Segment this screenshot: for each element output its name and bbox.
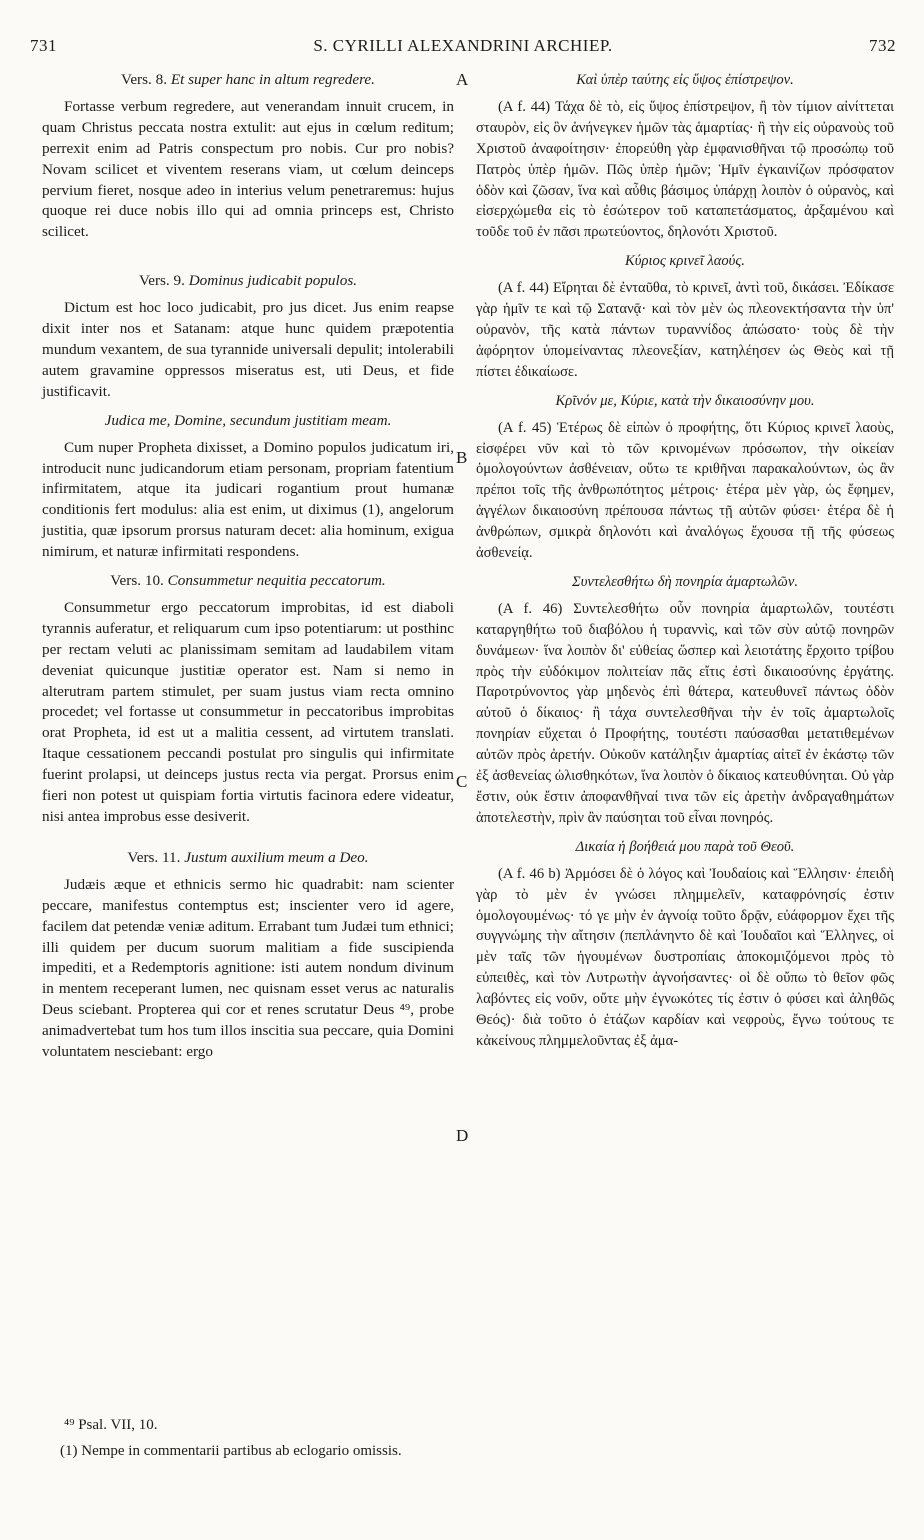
greek-paragraph-4: (A f. 46) Συντελεσθήτω οὖν πονηρία ἁμαρτωλῶν, τουτέστι καταργηθήτω τοῦ διαβόλου ἡ τυραννὶς, καὶ τῶν σὺν αὐτῷ πονηρῶν δυνάμεων· ἵνα λοιπὸν δι' εὐθείας ὥσπερ καὶ λειοτάτης ἔρχοιτο τρίβου πρὸς τὴν εὐδόκιμον πολιτείαν πᾶς εἴτις ἐστὶ δικαιοσύνης ἐργάτης. Παροτρύνοντος γὰρ μηδενὸς ἐπὶ θάτερα, κατευθυνεῖ πάντως ὁδὸν αὐτοῦ ὁ δίκαιος· ἢ τάχα συντελεσθῆναι τὴν ἐν τοῖς ἁμαρτωλοῖς πονηρίαν εὔχεται ὁ Προφήτης, τουτέστι παύσασθαι μετατιθεμένων αὐτῶν πρὸς ἀρετήν. Οὐκοῦν κατάληξιν ἁμαρτίας αἰτεῖ ἐν ἑκάστῳ τῶν ἐξ ἀσθενείας ὠλισθηκότων, ἵνα λοιπὸν ὁ δίκαιος κατευθύνηται. Οὐ γὰρ ἔστιν, οὐκ ἔστιν ἀποφανθῆναί τινα τῶν εἰς ἀρετὴν ἀνδραγαθημάτων ἀποτελεστὴν, πρὶν ἂν παύσηται τοῦ εἶναι πονηρός. — [476, 600, 894, 826]
latin-paragraph-4: Consummetur ergo peccatorum improbitas, id est diaboli tyrannis auferatur, et reliquarum cum ipso potentiarum: ut posthinc per rectam veluti ac planissimam semitam ad laudabilem vitam deveniat quicunque justitiæ operator est. Nam si nemo in alterutram partem stimulet, per suam justus viam recta omnino procedet; vel fortasse ut consummetur in peccatoribus improbitas orat Propheta, id est ut a malitia cessent, ad virtutem translati. Itaque cessationem peccandi postulat pro singulis qui infirmitate fuerint prolapsi, ut deinceps justus recta via pergat. Prorsus enim fieri non potest ut quispiam fortia virtutis facinora edere videatur, nisi antea improbus esse desiverit. — [42, 598, 454, 825]
verse-ref: Vers. 9. — [138, 272, 185, 290]
verse-title: Et super hanc in altum regredere. — [170, 71, 375, 88]
verse-ref: Vers. 11. — [127, 848, 181, 866]
greek-heading-1: Καὶ ὑπὲρ ταύτης εἰς ὕψος ἐπίστρεψον. — [576, 72, 794, 88]
verse-heading-8 — [42, 70, 454, 91]
margin-marker-d: D — [456, 1126, 469, 1145]
verse-title: Dominus judicabit populos. — [188, 272, 358, 290]
greek-paragraph-5: (A f. 46 b) Ἁρμόσει δὲ ὁ λόγος καὶ Ἰουδαίοις καὶ Ἕλλησιν· ἐπειδὴ γὰρ τὸ μὲν ἐν γνώσει πλημμελεῖν, καταφρόνησίς ἐστιν ὁμολογουμένως· τό γε μὴν ἐν ἀγνοίᾳ τοῦτο δρᾷν, εὐάφορμον ἔχει τῆς συγγνώμης τὴν αἴτησιν (πεπλάνηντο δὲ καὶ Ἰουδαῖοι καὶ Ἕλληνες, οἱ μὲν ταῖς τῶν ἡγουμένων δυστροπίαις ἀποκομιζόμενοι πρὸς τὸ εὐπειθὲς, καὶ τὸν Λυτρωτὴν ἀγνοήσαντες· οἱ δὲ οὔπω τὸ θεῖον φῶς λαβόντες εἰς νοῦν, οὔτε μὴν ἐγνωκότες τίς ἐστιν ὁ φύσει καὶ ἀληθῶς Θεός)· διὰ τοῦτο ὁ ἐτάζων καρδίαν καὶ νεφροὺς, ἔγνω τούτους τε κἀκείνους πλημμελοῦντας ἐξ ἀμα- — [476, 865, 894, 1049]
verse-title: Justum auxilium meum a Deo. — [184, 848, 369, 866]
page-number-right: 732 — [869, 36, 896, 55]
greek-paragraph-1: (A f. 44) Τάχα δὲ τὸ, εἰς ὕψος ἐπίστρεψον, ἢ τὸν τίμιον αἰνίττεται σταυρὸν, εἰς ὃν ἀνήνεγκεν ἡμῶν τὰς ἁμαρτίας· ἢ τὴν εἰς οὐρανοὺς τοῦ Χριστοῦ ἀναφοίτησιν· ἐπορεύθη γὰρ ἐμφανισθῆναι τῷ προσώπῳ τοῦ Πατρὸς ὑπὲρ ἡμῶν. Πῶς ὑπὲρ ἡμῶν; Ἡμῖν ἐγκαινίζων πρόσφατον ὁδὸν καὶ ζῶσαν, ἵνα καὶ αὖθις βάσιμος ὑπάρχῃ λοιπὸν ὁ οὐρανὸς, καὶ εἰσερχώμεθα εἰς τὸ ἐσώτερον τοῦ καταπετάσματος, ἀρξαμένου καὶ τοῦδε τοῦ ἐν πᾶσι πρωτεύοντος, δηλονότι Χριστοῦ. — [476, 98, 894, 241]
margin-marker-b: B — [456, 448, 468, 467]
latin-paragraph-2: Dictum est hoc loco judicabit, pro jus dicet. Jus enim reapse dixit inter nos et Satanam: atque hunc quidem præpotentia mundum vexantem, de sua tyrannide universali depulit; intolerabili autem gravamine oppressos miseratus est, uti Deus, et fide justificavit. — [42, 299, 454, 400]
page-number-left: 731 — [30, 36, 57, 55]
latin-paragraph-3: Cum nuper Propheta dixisset, a Domino populos judicatum iri, introducit nunc judicandorum etiam personam, propriam fatentium infirmitatem, atque ita judicari rogantium prout humanæ conditionis fert modulus: alia est enim, ut diximus (1), angelorum justitia, quæ ipsorum prorsus naturam decet: alia hominum, exigua nimirum, et naturæ infirmitati respondens. — [42, 438, 454, 561]
footnotes — [60, 1412, 864, 1464]
footnote-1: (1) Nempe in commentarii partibus ab eclogario omissis. — [60, 1443, 402, 1459]
verse-ref: Vers. 8. — [121, 71, 168, 88]
latin-paragraph-1: Fortasse verbum regredere, aut venerandam innuit crucem, in quam Christus peccata nostra extulit: aut ejus in cœlum reditum; perrexit enim ad Patris conspectum pro nobis. Cur pro nobis? Novam scilicet et viventem reserans viam, ut cœlum deinceps pervium fieret, nosque adeo in interius velum penetraremus: hujus quoque rei duce nobis illo qui ad omnia princeps est, Christo scilicet. — [42, 97, 454, 241]
page-header — [30, 36, 896, 62]
footnote-49: ⁴⁹ Psal. VII, 10. — [64, 1417, 158, 1433]
greek-heading-5: Δικαία ἡ βοήθειά μου παρὰ τοῦ Θεοῦ. — [575, 838, 795, 855]
margin-marker-a: A — [456, 70, 469, 89]
greek-column — [476, 70, 894, 1060]
greek-paragraph-3: (A f. 45) Ἑτέρως δὲ εἰπὼν ὁ προφήτης, ὅτι Κύριος κρινεῖ λαοὺς, εἰσφέρει νῦν καὶ τὸ τῶν κρινομένων πρόσωπον, τὴν οἰκείαν ὁμολογούντων ἀσθένειαν, οὕτω τε κριθῆναι παρακαλούντων, ὡς ἂν πρέποι τοῖς τῆς ἀνθρωπότητος μέτροις· ἑτέρα μὲν γὰρ, ὡς ἔφημεν, ἀγγέλων δικαιοσύνη πρέπουσα πάντως τῇ αὐτῶν φύσει· ἑτέρα δὲ ἡ ἀνθρώπων, σμικρὰ δηλονότι καὶ ἀναλόγως ἔχουσα τῇ τῆς φύσεως ἀσθενείᾳ. — [476, 419, 894, 562]
running-title: S. CYRILLI ALEXANDRINI ARCHIEP. — [313, 36, 613, 55]
verse-ref: Vers. 10. — [110, 572, 164, 590]
greek-heading-3: Κρῖνόν με, Κύριε, κατὰ τὴν δικαιοσύνην μου. — [555, 392, 815, 409]
verse-title: Consummetur nequitia peccatorum. — [167, 572, 386, 590]
latin-column — [42, 70, 454, 1071]
latin-paragraph-5: Judæis æque et ethnicis sermo hic quadrabit: nam scienter peccare, manifestus contemptus est; inscienter vero id agere, facilem dat petendæ veniæ aditum. Errabant tum Judæi tum ethnici; illi quidem per ducum suorum malitiam a fide suscipienda impediti, et a Redemptoris agnitione: isti autem nondum divinum in mentem receperant lumen, nec quisnam esset verus ac naturalis Deus sciebant. Propterea qui cor et renes scrutatur Deus ⁴⁹, probe animadvertebat tum hos tum illos inscitia sua peccare, quia Domini voluntatem nesciebant: ergo — [42, 875, 454, 1061]
greek-paragraph-2: (A f. 44) Εἴρηται δὲ ἐνταῦθα, τὸ κρινεῖ, ἀντὶ τοῦ, δικάσει. Ἐδίκασε γὰρ ἡμῖν τε καὶ τῷ Σατανᾷ· καὶ τὸν μὲν ὡς πλεονεκτήσαντα τὴν ὑπ' οὐρανὸν, τῆς κατὰ πάντων τυραννίδος ἀπώσατο· τοὺς δὲ τὴν ἀφόρητον ὑπομείναντας πλεονεξίαν, κατηλέησεν ὡς Θεὸς καὶ τῇ πίστει ἐδικαίωσε. — [476, 280, 894, 380]
latin-heading-judica: Judica me, Domine, secundum justitiam meam. — [104, 411, 392, 429]
verse-heading-10 — [42, 571, 454, 592]
greek-heading-4: Συντελεσθήτω δὴ πονηρία ἁμαρτωλῶν. — [572, 573, 798, 590]
greek-heading-2: Κύριος κρινεῖ λαούς. — [625, 253, 745, 270]
margin-marker-c: C — [456, 772, 468, 791]
verse-heading-9 — [42, 271, 454, 292]
verse-heading-11 — [42, 848, 454, 869]
